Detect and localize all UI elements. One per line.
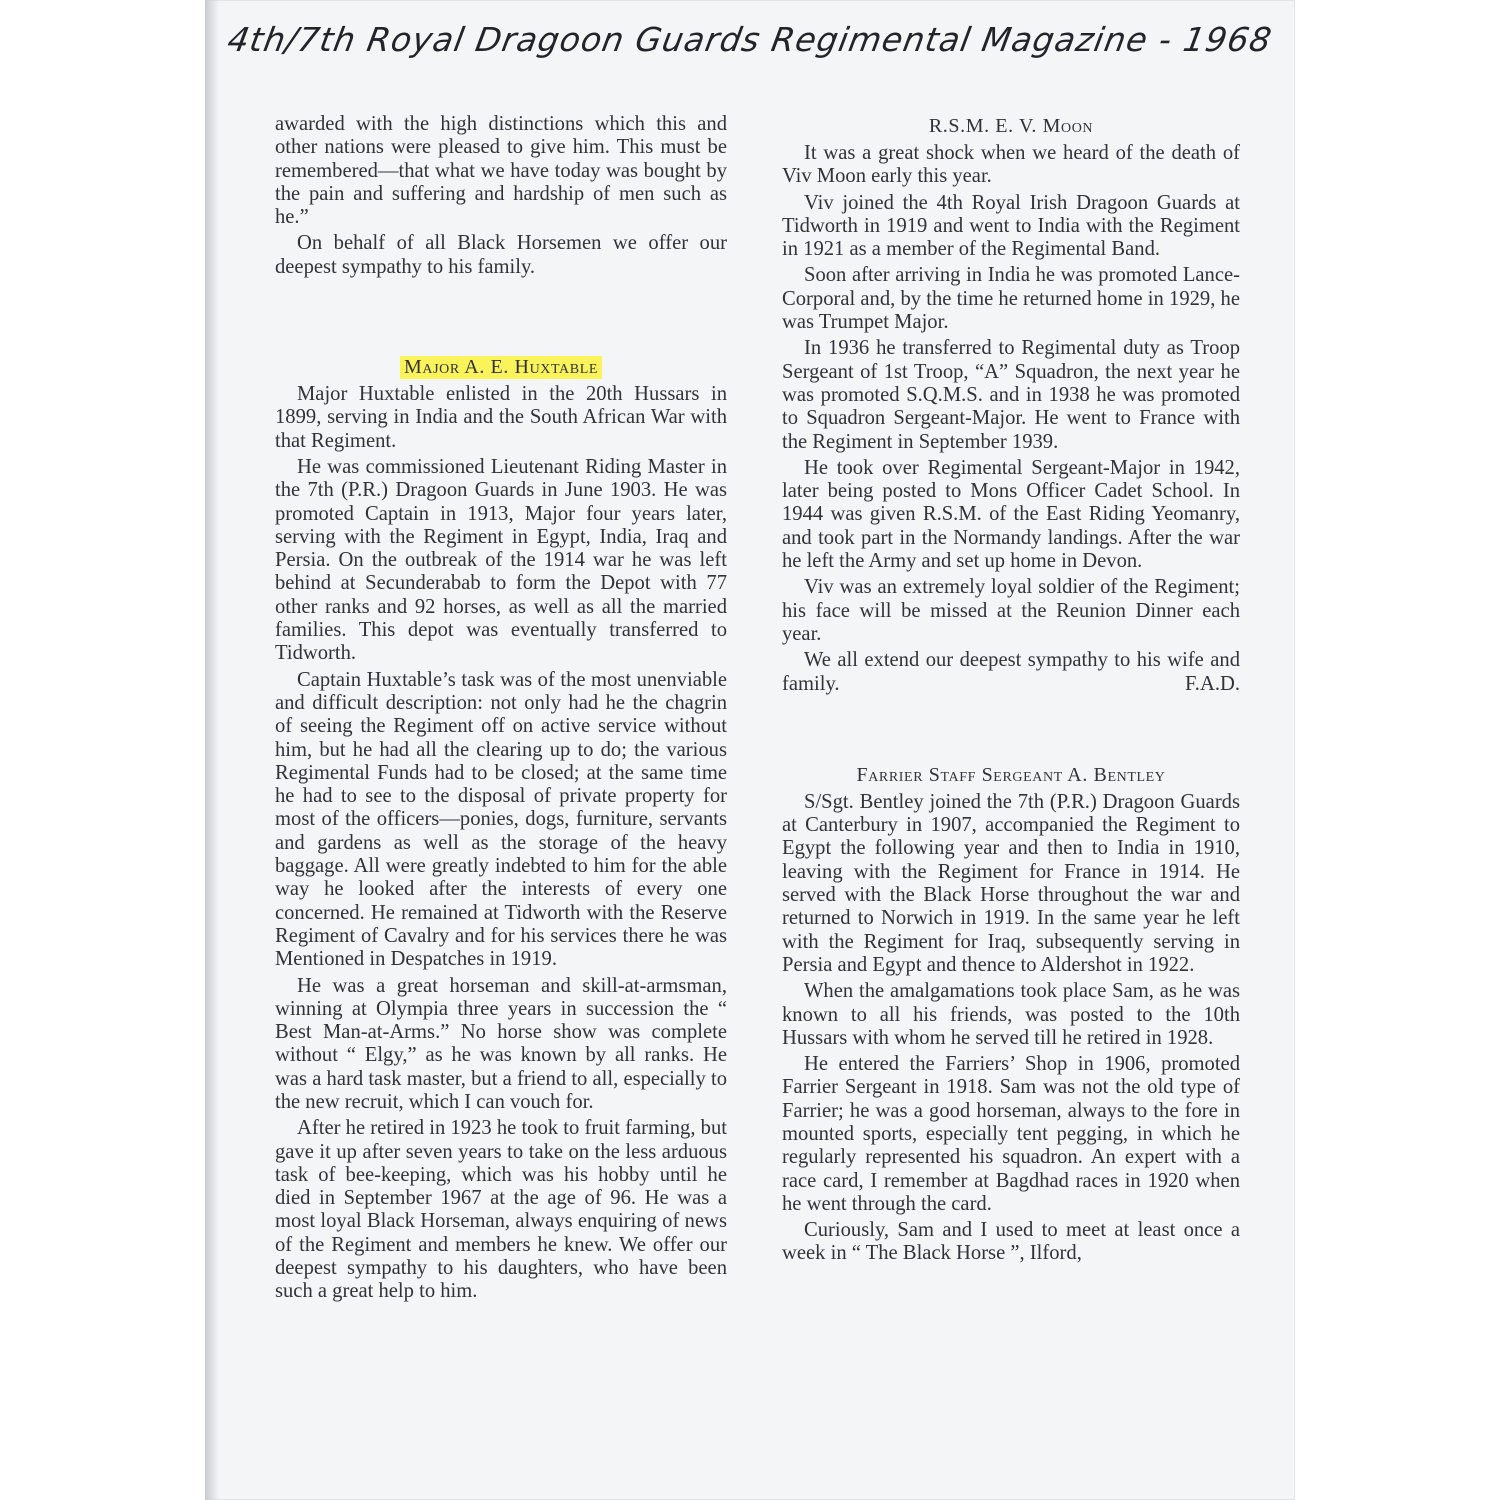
paragraph: Viv joined the 4th Royal Irish Dragoon Guards at Tidworth in 1919 and went to India with the Regiment in 1921 as a member of the Regimental Band.: [782, 191, 1240, 261]
paragraph: Captain Huxtable’s task was of the most unenviable and difficult description: not only had he the chagrin of seeing the Regiment off on active service without him, but he had all the clearing up to do; the various Regimental Funds had to be closed; at the same time he had to see to the disposal of private property for most of the officers—ponies, dogs, furniture, servants and gardens as well as the storage of the heavy baggage. All were greatly indebted to him for the able way he looked after the interests of every one concerned. He remained at Tidworth with the Reserve Regiment of Cavalry and for his services there he was Mentioned in Despatches in 1919.: [275, 668, 727, 971]
magazine-page: [205, 0, 1295, 1500]
right-column: [782, 113, 1240, 1269]
section-heading-moon: R.S.M. E. V. Moon: [928, 115, 1094, 137]
section-heading-huxtable: [275, 354, 727, 380]
paragraph-text: We all extend our deepest sympathy to his wife and family.: [782, 649, 1240, 695]
left-column: [275, 113, 727, 1307]
paragraph: Curiously, Sam and I used to meet at least once a week in “ The Black Horse ”, Ilford,: [782, 1219, 1240, 1265]
handwritten-title: 4th/7th Royal Dragoon Guards Regimental Magazine - 1968: [224, 20, 1276, 59]
paragraph: Viv was an extremely loyal soldier of the Regiment; his face will be missed at the Reunion Dinner each year.: [782, 576, 1240, 645]
paragraph: Major Huxtable enlisted in the 20th Hussars in 1899, serving in India and the South African War with that Regiment.: [275, 383, 727, 452]
paragraph: He took over Regimental Sergeant-Major in 1942, later being posted to Mons Officer Cadet School. In 1944 was given R.S.M. of the East Riding Yeomanry, and took part in the Normandy landings. After the war he left the Army and set up home in Devon.: [782, 456, 1240, 573]
paragraph: He was a great horseman and skill-at-armsman, winning at Olympia three years in succession the “ Best Man-at-Arms.” No horse show was complete without “ Elgy,” as he was known by all ranks. He was a hard task master, but a friend to all, especially to the new recruit, which I can vouch for.: [275, 974, 727, 1113]
paragraph-with-signature: [782, 649, 1240, 696]
highlighted-heading: Major A. E. Huxtable: [400, 356, 602, 379]
paragraph: S/Sgt. Bentley joined the 7th (P.R.) Dragoon Guards at Canterbury in 1907, accompanied the Regiment to Egypt the following year and then to India in 1910, leaving with the Regiment for France in 1914. He served with the Black Horse throughout the war and returned to Norwich in 1919. In the same year he left with the Regiment for Iraq, subsequently serving in Persia and Egypt and thence to Aldershot in 1922.: [782, 790, 1240, 976]
paragraph: He was commissioned Lieutenant Riding Master in the 7th (P.R.) Dragoon Guards in June 1903. He was promoted Captain in 1913, Major four years later, serving with the Regiment in Egypt, India, Iraq and Persia. On the outbreak of the 1914 war he was left behind at Secunderabab to form the Depot with 77 other ranks and 92 horses, as well as all the married families. This depot was eventually transferred to Tidworth.: [275, 455, 727, 665]
paragraph: On behalf of all Black Horsemen we offer our deepest sympathy to his family.: [275, 232, 727, 278]
paragraph: When the amalgamations took place Sam, as he was known to all his friends, was posted to the 10th Hussars with whom he served till he retired in 1928.: [782, 980, 1240, 1049]
paragraph: awarded with the high distinctions which this and other nations were pleased to give him. This must be remembered—that what we have today was bought by the pain and suffering and hardship of men such as he.”: [275, 113, 727, 229]
paragraph: After he retired in 1923 he took to fruit farming, but gave it up after seven years to take on the less arduous task of bee-keeping, which was his hobby until he died in September 1967 at the age of 96. He was a most loyal Black Horseman, always enquiring of news of the Regiment and members he knew. We offer our deepest sympathy to his daughters, who have been such a great help to him.: [275, 1117, 727, 1303]
section-heading-bentley: Farrier Staff Sergeant A. Bentley: [856, 763, 1166, 786]
signature: F.A.D.: [1185, 672, 1240, 695]
paragraph: Soon after arriving in India he was promoted Lance-Corporal and, by the time he returned home in 1929, he was Trumpet Major.: [782, 264, 1240, 334]
paragraph: He entered the Farriers’ Shop in 1906, promoted Farrier Sergeant in 1918. Sam was not the old type of Farrier; he was a good horseman, always to the fore in mounted sports, especially tent pegging, in which he regularly represented his squadron. An expert with a race card, I remember at Bagdhad races in 1920 when he went through the card.: [782, 1053, 1240, 1215]
paragraph: It was a great shock when we heard of the death of Viv Moon early this year.: [782, 142, 1240, 188]
paragraph: In 1936 he transferred to Regimental duty as Troop Sergeant of 1st Troop, “A” Squadron, the next year he was promoted S.Q.M.S. and in 1938 he was promoted to Squadron Sergeant-Major. He went to France with the Regiment in September 1939.: [782, 337, 1240, 453]
